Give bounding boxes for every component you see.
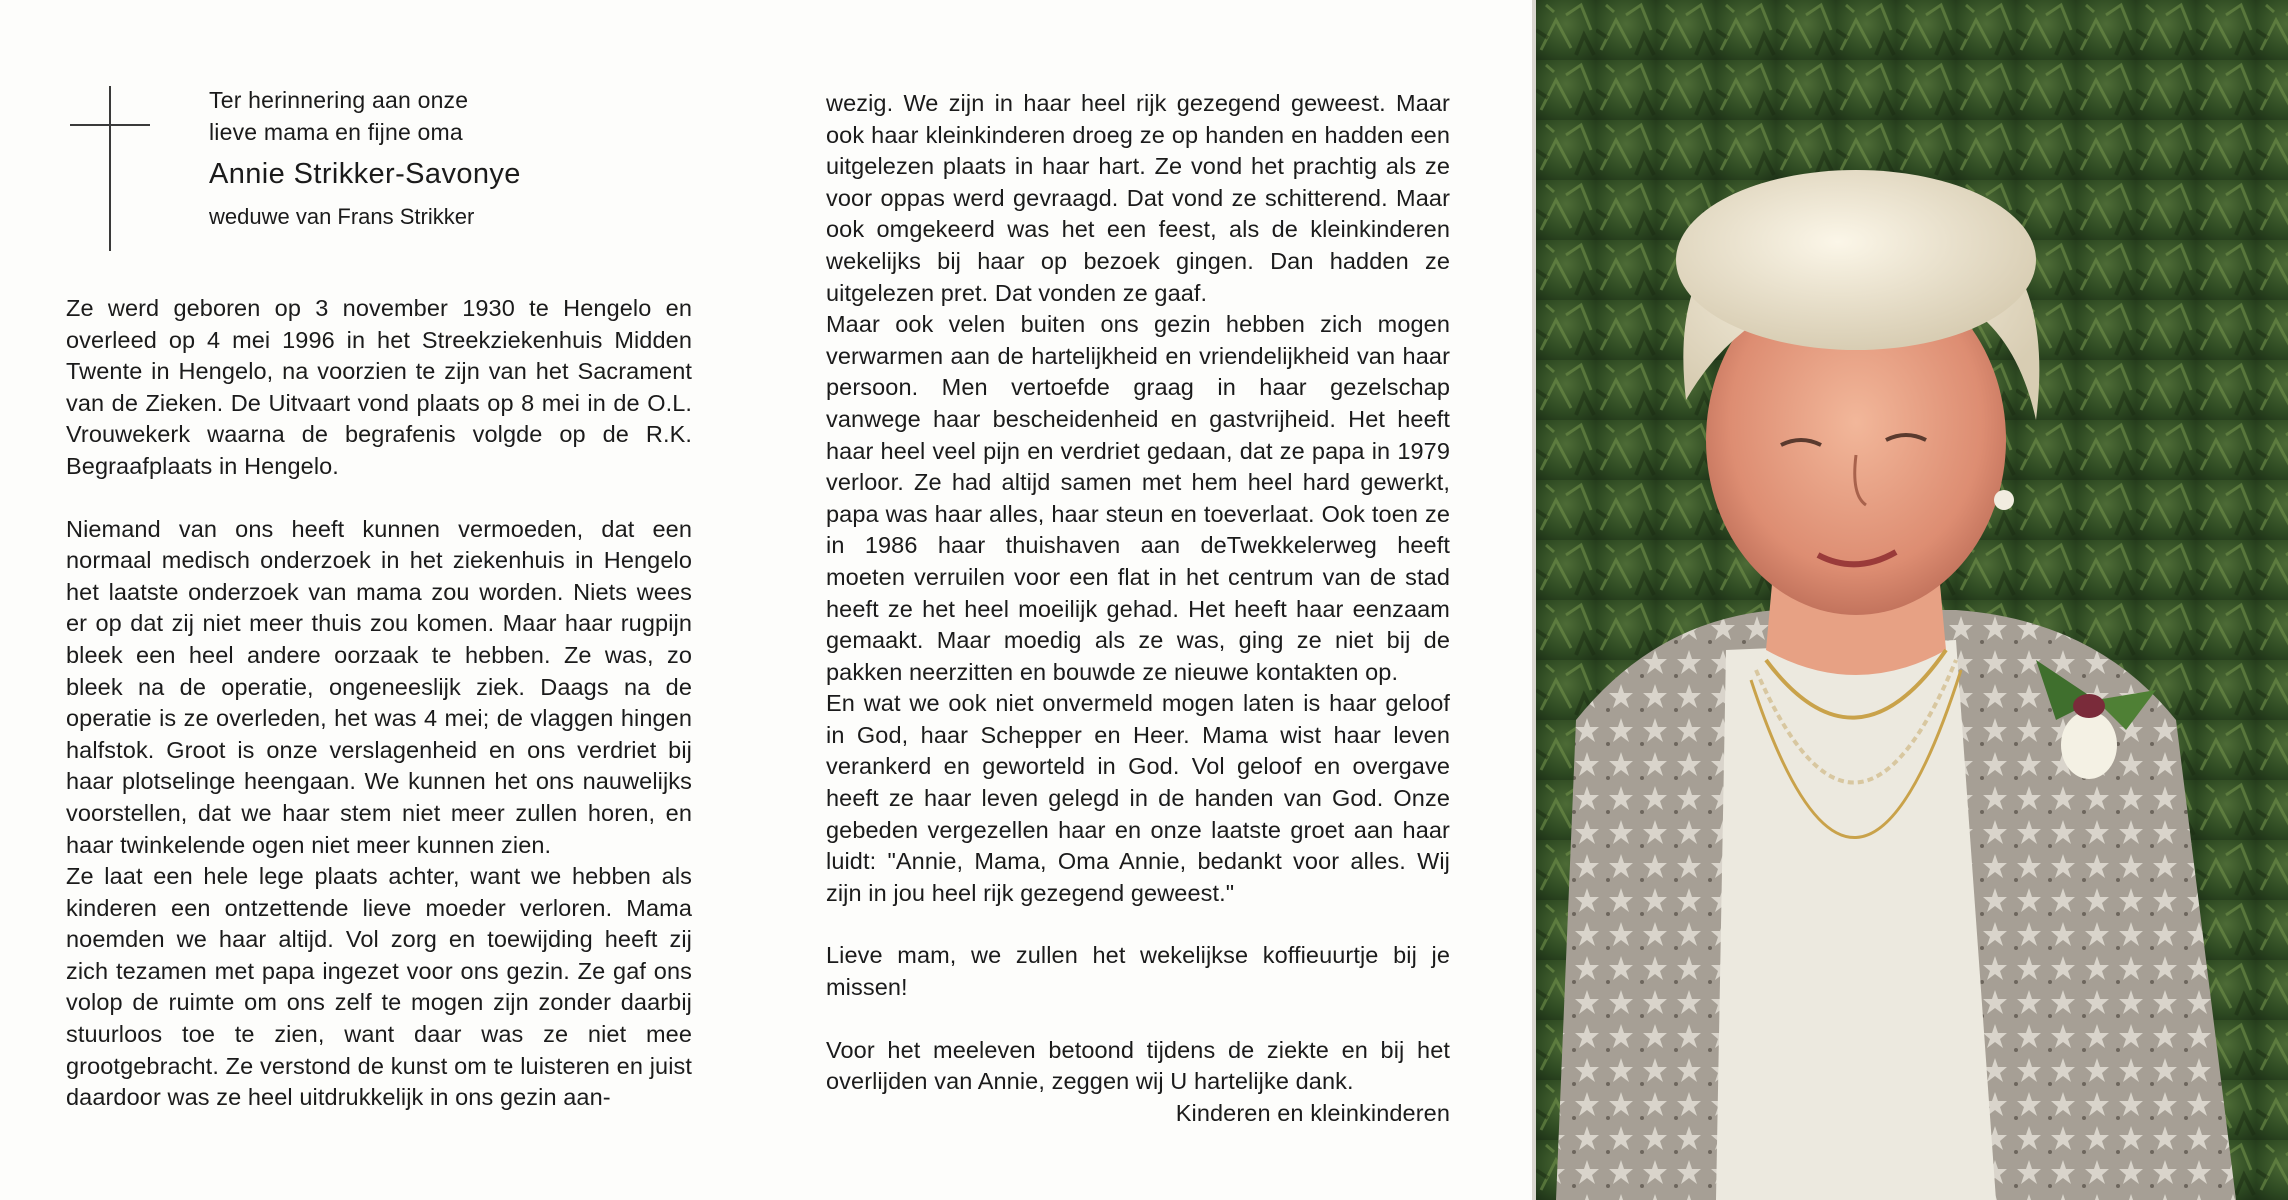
cross-icon-bar	[70, 124, 150, 126]
paragraph-thanks: Voor het meeleven betoond tijdens de ziekte en bij het overlijden van Annie, zeggen wij U hartelijke dank.	[826, 1036, 1450, 1095]
widow-line: weduwe van Frans Strikker	[209, 204, 475, 229]
left-text-column	[66, 293, 692, 1114]
paragraph-faith: En wat we ook niet onvermeld mogen laten is haar geloof in God, haar Schepper en Heer. Mama wist haar leven verankerd en geworteld in God. Vol geloof en overgave heeft ze haar leven gelegd in de handen van God. Onze gebeden vergezellen haar en onze laatste groet aan haar luidt: "Annie, Mama, Oma Annie, bedankt voor alles. Wij zijn in jou heel rijk gezegend geweest."	[826, 690, 1450, 906]
signature: Kinderen en kleinkinderen	[1175, 1099, 1450, 1126]
deceased-name: Annie Strikker-Savonye	[209, 158, 521, 190]
paragraph-grandchildren: wezig. We zijn in haar heel rijk gezegend geweest. Maar ook haar kleinkinderen droeg ze op handen en hadden een uitgelezen plaats in haar hart. Ze vond het prachtig als ze voor oppas werd gevraagd. Dat vond ze schitterend. Maar ook omgekeerd was het een feest, als de kleinkinderen wekelijks bij haar op bezoek gingen. Dan hadden ze uitgelezen pret. Dat vonden ze gaaf.	[826, 90, 1450, 306]
paragraph-illness: Niemand van ons heeft kunnen vermoeden, dat een normaal medisch onderzoek in het ziekenhuis in Hengelo het laatste onderzoek van mama zou worden. Niets wees er op dat zij niet meer thuis zou komen. Maar haar rugpijn bleek een heel andere oorzaak te hebben. Ze was, zo bleek na de operatie, ongeneeslijk ziek. Daags na de operatie is ze overleden, het was 4 mei; de vlaggen hingen halfstok. Groot is onze verslagenheid en ons verdriet bij haar plotselinge heengaan. We kunnen het ons nauwelijks voorstellen, dat we haar stem niet meer zullen horen, en haar twinkelende ogen niet meer kunnen zien.	[66, 515, 692, 858]
paragraph-mother: Ze laat een hele lege plaats achter, want we hebben als kinderen een ontzettende lieve moeder verloren. Mama noemden we haar altijd. Vol zorg en toewijding heeft zij zich tezamen met papa ingezet voor ons gezin. Ze gaf ons volop de ruimte om ons zelf te mogen zijn zonder daarbij stuurloos toe te zien, want daar was ze niet mee grootgebracht. Ze verstond de kunst om te luisteren en juist daardoor was ze heel uitdrukkelijk in ons gezin aan-	[66, 863, 692, 1111]
portrait-photo	[1536, 0, 2288, 1200]
paragraph-birth-death: Ze werd geboren op 3 november 1930 te Hengelo en overleed op 4 mei 1996 in het Streekziekenhuis Midden Twente in Hengelo, na voorzien te zijn van het Sacrament van de Zieken. De Uitvaart vond plaats op 8 mei in de O.L. Vrouwekerk waarna de begrafenis volgde op de R.K. Begraafplaats in Hengelo.	[66, 295, 692, 479]
header	[209, 84, 689, 232]
intro-line-1: Ter herinnering aan onze	[209, 87, 469, 113]
middle-text-column	[826, 88, 1450, 1129]
cross-icon	[109, 86, 111, 251]
paragraph-coffee: Lieve mam, we zullen het wekelijkse koffieuurtje bij je missen!	[826, 942, 1450, 1001]
intro-line-2: lieve mama en fijne oma	[209, 119, 463, 145]
paragraph-community: Maar ook velen buiten ons gezin hebben zich mogen verwarmen aan de hartelijkheid en vriendelijkheid van haar persoon. Men vertoefde graag in haar gezelschap vanwege haar bescheidenheid en gastvrijheid. Het heeft haar heel veel pijn en verdriet gedaan, dat ze papa in 1979 verloor. Ze had altijd samen met hem heel hard gewerkt, papa was haar alles, haar steun en toeverlaat. Ook toen ze in 1986 haar thuishaven aan deTwekkelerweg heeft moeten verruilen voor een flat in het centrum van de stad heeft ze het heel moeilijk gehad. Het heeft haar eenzaam gemaakt. Maar moedig als ze was, ging ze niet bij de pakken neerzitten en bouwde ze nieuwe kontakten op.	[826, 311, 1450, 685]
